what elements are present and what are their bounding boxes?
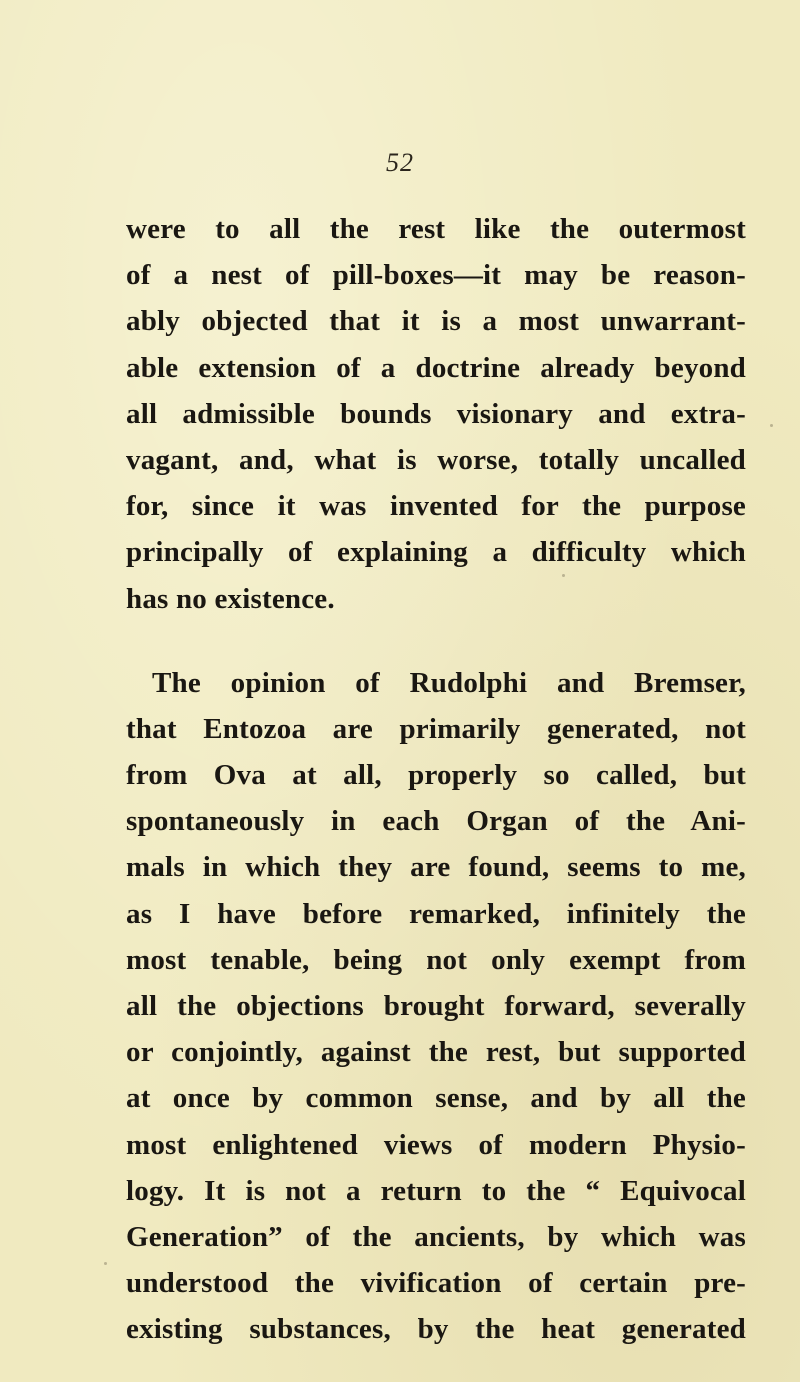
text-line: of a nest of pill-boxes—it may be reason- bbox=[126, 259, 746, 292]
page-number: 52 bbox=[386, 148, 414, 177]
text-line: mals in which they are found, seems to me, bbox=[126, 851, 746, 884]
text-line: as I have before remarked, infinitely the bbox=[126, 897, 746, 930]
body-text bbox=[126, 206, 746, 1353]
paragraph-gap bbox=[126, 622, 746, 660]
text-line: for, since it was invented for the purpose bbox=[126, 490, 746, 523]
text-line: or conjointly, against the rest, but supported bbox=[126, 1036, 746, 1069]
paragraph bbox=[126, 660, 746, 1353]
paper-speck bbox=[770, 424, 773, 427]
text-line: all the objections brought forward, severally bbox=[126, 990, 746, 1022]
text-line: ably objected that it is a most unwarrant- bbox=[126, 305, 746, 338]
text-line: from Ova at all, properly so called, but bbox=[126, 759, 746, 792]
text-line: logy. It is not a return to the “ Equivocal bbox=[126, 1174, 746, 1207]
text-line: at once by common sense, and by all the bbox=[126, 1082, 746, 1115]
text-line: all admissible bounds visionary and extra- bbox=[126, 397, 746, 430]
text-line: existing substances, by the heat generated bbox=[126, 1313, 746, 1346]
text-line: has no existence. bbox=[126, 582, 335, 615]
text-line: vagant, and, what is worse, totally uncalled bbox=[126, 443, 746, 476]
text-line: were to all the rest like the outermost bbox=[126, 213, 746, 245]
text-line: spontaneously in each Organ of the Ani- bbox=[126, 805, 746, 838]
paper-speck bbox=[104, 1262, 107, 1265]
text-line: most enlightened views of modern Physio- bbox=[126, 1128, 746, 1161]
text-line: Generation” of the ancients, by which was bbox=[126, 1220, 746, 1253]
text-line: most tenable, being not only exempt from bbox=[126, 943, 746, 976]
text-line: principally of explaining a difficulty which bbox=[126, 536, 746, 569]
text-line: understood the vivification of certain pre- bbox=[126, 1267, 746, 1300]
text-line: that Entozoa are primarily generated, not bbox=[126, 712, 746, 745]
text-line: The opinion of Rudolphi and Bremser, bbox=[152, 666, 746, 699]
text-line: able extension of a doctrine already beyond bbox=[126, 351, 746, 384]
paper-speck bbox=[742, 1330, 745, 1333]
paper-speck bbox=[562, 574, 565, 577]
paragraph bbox=[126, 206, 746, 622]
